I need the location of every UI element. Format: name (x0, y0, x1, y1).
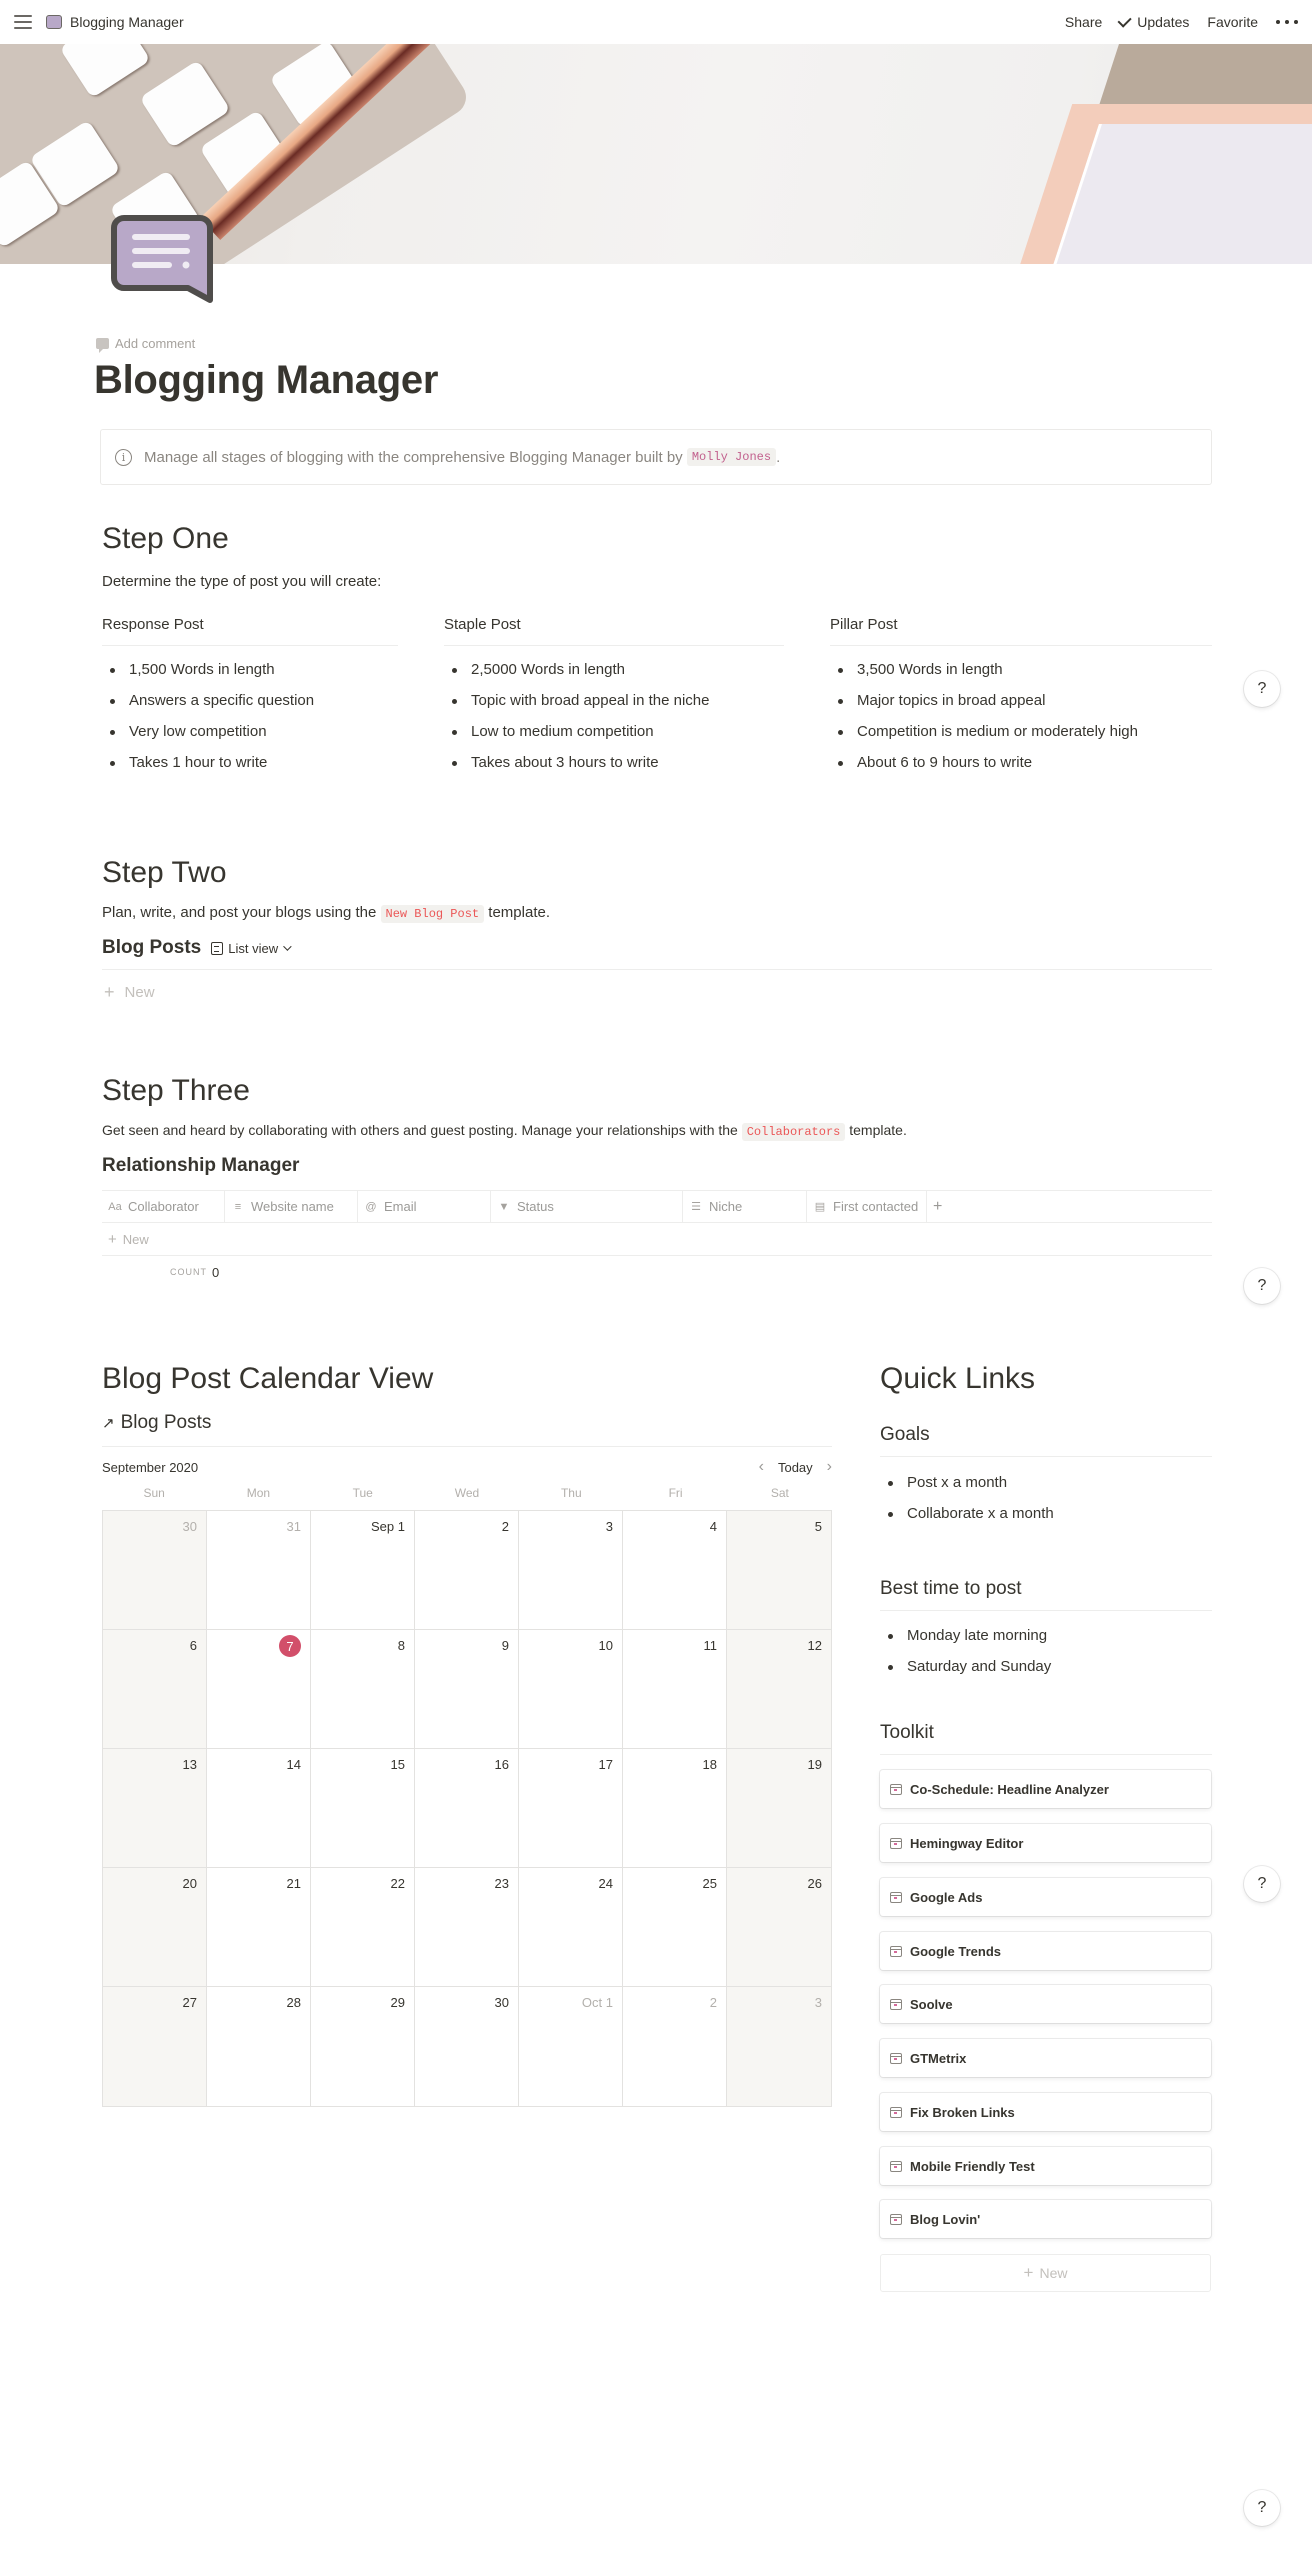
callout-text: Manage all stages of blogging with the comprehensive Blogging Manager built by (144, 448, 687, 466)
day-number: 27 (182, 1995, 197, 2010)
list-item: Answers a specific question (102, 690, 314, 721)
select-property-icon: ▼ (498, 1200, 510, 1213)
column-niche[interactable] (683, 1191, 807, 1222)
today-marker: 7 (279, 1635, 301, 1657)
web-bookmark-icon (890, 2107, 902, 2118)
toolkit-label: Co-Schedule: Headline Analyzer (910, 1781, 1109, 1797)
calendar-day[interactable] (623, 1511, 727, 1630)
day-number: 23 (494, 1876, 509, 1891)
calendar-day[interactable] (727, 1868, 831, 1987)
day-number: 4 (709, 1519, 717, 1534)
list-item: Low to medium competition (444, 721, 710, 752)
day-number: 3 (605, 1519, 613, 1534)
calendar-day[interactable] (415, 1749, 519, 1868)
list-view-icon (211, 942, 223, 955)
goals-list (880, 1472, 1054, 1534)
toolkit-card[interactable] (880, 1770, 1211, 1808)
calendar-day[interactable] (519, 1987, 623, 2106)
column-label: Email (384, 1199, 417, 1214)
calendar-day[interactable] (103, 1749, 207, 1868)
staple-post-list (444, 659, 710, 783)
calendar-month: September 2020 (102, 1459, 199, 1475)
chevron-left-icon[interactable]: ‹ (758, 1458, 764, 1475)
day-number: 2 (709, 1995, 717, 2010)
day-number: 24 (598, 1876, 613, 1891)
step-two-text-end: template. (484, 904, 550, 921)
calendar-day[interactable] (207, 1749, 311, 1868)
add-comment-label: Add comment (115, 336, 196, 351)
weekday-label: Thu (560, 1486, 582, 1500)
comment-icon (96, 338, 109, 349)
new-label: New (124, 984, 155, 1001)
step-two-description (102, 904, 550, 921)
day-number: 13 (182, 1757, 197, 1772)
count-label: COUNT (170, 1267, 207, 1277)
relationship-manager-title (102, 1155, 299, 1177)
calendar-grid (102, 1510, 832, 2107)
calendar-day[interactable] (519, 1630, 623, 1749)
today-button[interactable]: Today (777, 1459, 813, 1475)
count-value: 0 (212, 1264, 220, 1280)
toolkit-heading: Toolkit (880, 1722, 1212, 1755)
list-item: Monday late morning (880, 1625, 1051, 1656)
chevron-right-icon[interactable]: › (826, 1458, 832, 1475)
list-item: Saturday and Sunday (880, 1656, 1051, 1687)
toolkit-card[interactable] (880, 2039, 1211, 2077)
goals-heading: Goals (880, 1424, 1212, 1457)
collaborators-template-code: Collaborators (742, 1123, 846, 1141)
table-count[interactable] (102, 1256, 1212, 1288)
calendar-day[interactable] (727, 1987, 831, 2106)
best-time-list (880, 1625, 1051, 1687)
email-property-icon: @ (365, 1200, 377, 1213)
column-status[interactable] (491, 1191, 683, 1222)
info-icon: i (115, 449, 132, 466)
updates-button[interactable] (1120, 14, 1189, 30)
help-button[interactable]: ? (1244, 1268, 1280, 1304)
calendar-day[interactable] (727, 1630, 831, 1749)
calendar-day[interactable] (103, 1987, 207, 2106)
new-label: New (122, 1231, 149, 1247)
web-bookmark-icon (890, 2214, 902, 2225)
day-number: 3 (814, 1995, 822, 2010)
calendar-day[interactable] (623, 1749, 727, 1868)
column-email[interactable] (358, 1191, 491, 1222)
add-column-button[interactable]: + (933, 1197, 943, 1215)
web-bookmark-icon (890, 1946, 902, 1957)
table-new-row-button[interactable] (102, 1223, 1212, 1256)
author-mention: Molly Jones (687, 448, 776, 466)
day-number: 11 (703, 1638, 717, 1653)
day-number: 31 (286, 1519, 301, 1534)
arrow-up-right-icon: ↗ (102, 1415, 115, 1432)
calendar-day[interactable] (207, 1868, 311, 1987)
relationship-manager-table (102, 1190, 1212, 1288)
day-number: 29 (390, 1995, 405, 2010)
column-label: Website name (251, 1199, 334, 1214)
day-number: 15 (390, 1757, 405, 1772)
toolkit-card[interactable] (880, 1878, 1211, 1916)
toolkit-card[interactable] (880, 2200, 1211, 2238)
step-three-text-end: template. (845, 1122, 907, 1138)
toolkit-label: Google Ads (910, 1889, 983, 1905)
toolkit-new-button[interactable] (880, 2254, 1211, 2292)
calendar-day[interactable] (103, 1868, 207, 1987)
day-number: 21 (286, 1876, 301, 1891)
list-view-dropdown[interactable] (211, 941, 289, 956)
web-bookmark-icon (890, 1784, 902, 1795)
weekday-label: Wed (454, 1486, 480, 1500)
blog-posts-new-button[interactable] (104, 982, 155, 1003)
callout-text-end: . (776, 448, 781, 466)
column-website-name[interactable] (225, 1191, 358, 1222)
toolkit-label: Google Trends (910, 1943, 1002, 1959)
linked-db-title: Blog Posts (120, 1412, 212, 1433)
linked-blog-posts-db[interactable] (102, 1412, 211, 1434)
day-number: 30 (494, 1995, 509, 2010)
toolkit-card[interactable] (880, 2147, 1211, 2185)
weekday-label: Fri (668, 1486, 683, 1500)
column-label: First contacted (833, 1199, 919, 1214)
toolkit-label: Hemingway Editor (910, 1835, 1024, 1851)
weekday-header (102, 1486, 832, 1500)
day-number: 14 (286, 1757, 301, 1772)
day-number: 26 (807, 1876, 822, 1891)
calendar-day[interactable] (311, 1630, 415, 1749)
calendar-day[interactable] (311, 1868, 415, 1987)
page-chat-icon (46, 15, 62, 29)
page-title: Blogging Manager (94, 358, 439, 402)
response-post-list (102, 659, 314, 783)
multi-select-property-icon: ☰ (691, 1201, 701, 1213)
speech-bubble-page-icon[interactable] (110, 214, 214, 306)
sidebar-toggle-icon[interactable] (14, 15, 32, 29)
quick-links-heading: Quick Links (880, 1362, 1036, 1395)
calendar-day[interactable] (623, 1868, 727, 1987)
web-bookmark-icon (890, 1999, 902, 2010)
plus-icon: + (104, 982, 115, 1002)
calendar-day[interactable] (519, 1868, 623, 1987)
help-button[interactable]: ? (1244, 2490, 1280, 2526)
column-label: Niche (709, 1199, 743, 1214)
plus-icon: + (1023, 2263, 1034, 2282)
step-two-text: Plan, write, and post your blogs using the (102, 904, 381, 921)
day-number: 17 (598, 1757, 613, 1772)
check-icon (1118, 14, 1132, 28)
calendar-day[interactable] (311, 1749, 415, 1868)
chevron-down-icon (283, 942, 291, 950)
day-number: 19 (807, 1757, 822, 1772)
list-item: Collaborate x a month (880, 1503, 1054, 1534)
table-header-row (102, 1190, 1212, 1223)
calendar-heading: Blog Post Calendar View (102, 1362, 434, 1395)
day-number: 9 (501, 1638, 509, 1653)
step-three-text: Get seen and heard by collaborating with others and guest posting. Manage your relationships with the (102, 1122, 742, 1138)
add-comment-button[interactable] (96, 336, 195, 351)
title-property-icon: Aa (108, 1200, 122, 1213)
calendar-header (102, 1456, 832, 1478)
step-three-description (102, 1122, 907, 1139)
toolkit-card[interactable] (880, 1824, 1211, 1862)
calendar-day[interactable] (207, 1511, 311, 1630)
calendar-day[interactable] (311, 1987, 415, 2106)
calendar-day[interactable] (727, 1749, 831, 1868)
toolkit-label: Soolve (910, 1996, 953, 2012)
toolkit-label: Mobile Friendly Test (910, 2158, 1035, 2174)
info-callout (100, 429, 1212, 485)
calendar-day[interactable] (623, 1630, 727, 1749)
list-item: Very low competition (102, 721, 314, 752)
day-number: Oct 1 (581, 1995, 613, 2010)
day-number: 2 (501, 1519, 509, 1534)
blog-posts-db-title[interactable]: Blog Posts (102, 937, 202, 958)
step-three-heading: Step Three (102, 1074, 250, 1107)
calendar-day[interactable] (519, 1749, 623, 1868)
list-item: Competition is medium or moderately high (830, 721, 1138, 752)
view-label: List view (228, 940, 279, 956)
calendar-day[interactable] (415, 1868, 519, 1987)
day-number: 10 (598, 1638, 613, 1653)
blog-posts-database-header (102, 937, 289, 959)
top-bar (0, 0, 1312, 44)
column-collaborator[interactable] (102, 1191, 225, 1222)
list-item: Post x a month (880, 1472, 1054, 1503)
web-bookmark-icon (890, 1838, 902, 1849)
new-label: New (1039, 2265, 1068, 2281)
help-button[interactable]: ? (1244, 1866, 1280, 1902)
text-property-icon: ≡ (234, 1200, 242, 1213)
plus-icon: + (108, 1230, 117, 1248)
day-number: 18 (702, 1757, 717, 1772)
toolkit-label: GTMetrix (910, 2050, 967, 2066)
pillar-post-title: Pillar Post (830, 616, 1212, 646)
best-time-heading: Best time to post (880, 1578, 1212, 1611)
staple-post-title: Staple Post (444, 616, 784, 646)
day-number: 30 (182, 1519, 197, 1534)
weekday-label: Sat (770, 1486, 789, 1500)
column-first-contacted[interactable] (807, 1191, 927, 1222)
list-item: 1,500 Words in length (102, 659, 314, 690)
day-number: 25 (702, 1876, 717, 1891)
favorite-button[interactable]: Favorite (1207, 14, 1258, 30)
calendar-day[interactable] (103, 1630, 207, 1749)
toolkit-label: Blog Lovin' (910, 2211, 981, 2227)
list-item: About 6 to 9 hours to write (830, 752, 1138, 783)
weekday-label: Tue (352, 1486, 373, 1500)
calendar-day[interactable] (415, 1987, 519, 2106)
day-number: 5 (814, 1519, 822, 1534)
web-bookmark-icon (890, 2053, 902, 2064)
weekday-label: Sun (143, 1486, 165, 1500)
calendar-day[interactable] (623, 1987, 727, 2106)
step-one-heading: Step One (102, 522, 229, 555)
calendar-day[interactable] (415, 1630, 519, 1749)
calendar-day[interactable] (415, 1511, 519, 1630)
response-post-title: Response Post (102, 616, 398, 646)
help-button[interactable]: ? (1244, 671, 1280, 707)
list-item: 3,500 Words in length (830, 659, 1138, 690)
web-bookmark-icon (890, 2161, 902, 2172)
day-number: Sep 1 (371, 1519, 405, 1534)
column-label: Collaborator (128, 1199, 199, 1214)
pillar-post-list (830, 659, 1138, 783)
step-two-heading: Step Two (102, 856, 227, 889)
step-one-description: Determine the type of post you will create: (102, 573, 382, 590)
calendar-day[interactable] (103, 1511, 207, 1630)
calendar-day-today[interactable] (207, 1630, 311, 1749)
day-number: 12 (807, 1638, 822, 1653)
day-number: 28 (286, 1995, 301, 2010)
weekday-label: Mon (246, 1486, 271, 1500)
day-number: 22 (390, 1876, 405, 1891)
day-number: 8 (397, 1638, 405, 1653)
calendar-day[interactable] (727, 1511, 831, 1630)
more-options-icon[interactable] (1276, 20, 1298, 24)
day-number: 20 (182, 1876, 197, 1891)
list-item: 2,5000 Words in length (444, 659, 710, 690)
updates-label: Updates (1137, 14, 1190, 30)
list-item: Takes 1 hour to write (102, 752, 314, 783)
breadcrumb-title[interactable]: Blogging Manager (70, 14, 184, 30)
day-number: 6 (189, 1638, 197, 1653)
divider (102, 1446, 832, 1447)
list-item: Topic with broad appeal in the niche (444, 690, 710, 721)
toolkit-card[interactable] (880, 1932, 1211, 1970)
toolkit-label: Fix Broken Links (910, 2104, 1015, 2120)
toolkit-card[interactable] (880, 1985, 1211, 2023)
column-label: Status (517, 1199, 554, 1214)
relationship-manager-db-title[interactable]: Relationship Manager (102, 1155, 300, 1176)
list-item: Major topics in broad appeal (830, 690, 1138, 721)
new-blog-post-template-code: New Blog Post (381, 905, 485, 923)
calendar-day[interactable] (519, 1511, 623, 1630)
day-number: 16 (494, 1757, 509, 1772)
list-item: Takes about 3 hours to write (444, 752, 710, 783)
calendar-day[interactable] (207, 1987, 311, 2106)
web-bookmark-icon (890, 1892, 902, 1903)
toolkit-card[interactable] (880, 2093, 1211, 2131)
date-property-icon: ▤ (814, 1201, 826, 1213)
divider (102, 969, 1212, 970)
share-button[interactable]: Share (1064, 14, 1103, 30)
calendar-day[interactable] (311, 1511, 415, 1630)
